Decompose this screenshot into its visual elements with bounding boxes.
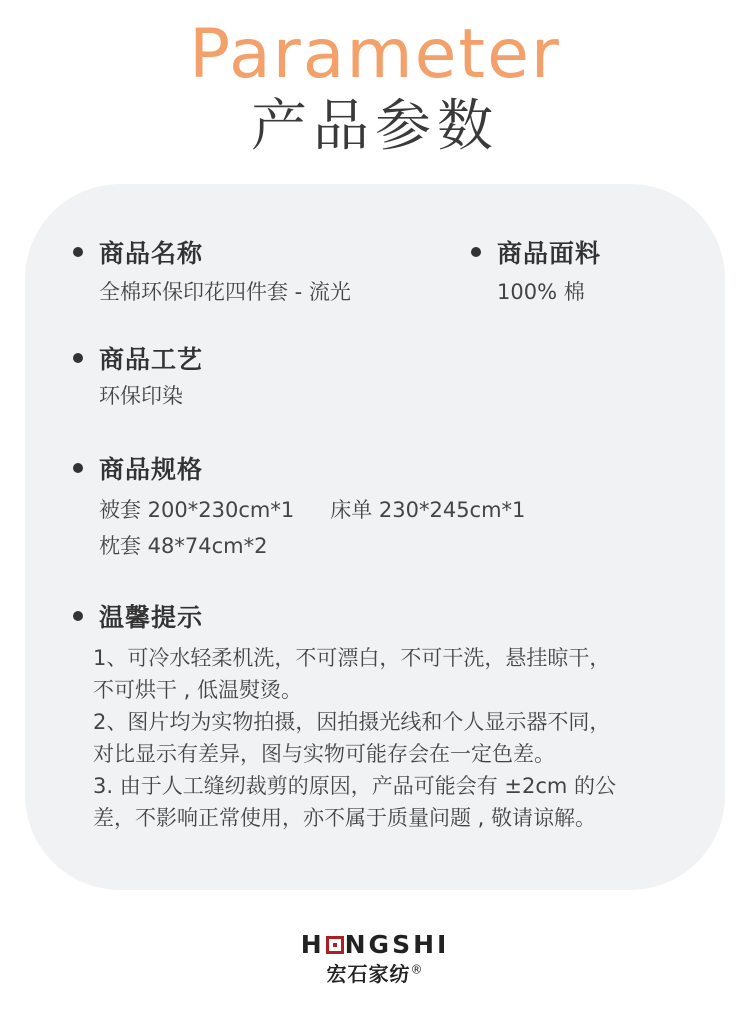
registered-mark: ® [410, 962, 424, 977]
section-value: 环保印染 [99, 384, 183, 408]
tip-line: 2、图片均为实物拍摄，因拍摄光线和个人显示器不同， [93, 710, 611, 734]
page-title-en: Parameter [189, 15, 561, 94]
bullet-icon [471, 247, 481, 257]
section-heading: 商品面料 [497, 239, 602, 268]
section-heading: 商品名称 [99, 239, 204, 268]
section-heading: 商品工艺 [99, 345, 204, 374]
brand-en-prefix: H [300, 930, 325, 959]
section-heading: 温馨提示 [99, 603, 204, 632]
spec-sheet: 床单 230*245cm*1 [330, 498, 526, 522]
spec-duvet: 被套 200*230cm*1 [99, 498, 295, 522]
section-craft [73, 340, 203, 414]
brand-logo-cn [0, 958, 750, 987]
bullet-icon [73, 247, 83, 257]
section-product-name [73, 234, 351, 310]
bullet-icon [73, 463, 83, 473]
parameter-card [25, 184, 725, 890]
section-spec [73, 450, 525, 564]
tip-line: 不可烘干 , 低温熨烫。 [93, 678, 303, 702]
page-title-cn: 产品参数 [251, 94, 499, 159]
section-heading: 商品规格 [99, 455, 204, 484]
brand-en-suffix: NGSHI [344, 930, 450, 959]
spec-pillow: 枕套 48*74cm*2 [99, 534, 268, 558]
brand-o-mark-icon [326, 936, 344, 954]
bullet-icon [73, 353, 83, 363]
tip-line: 差，不影响正常使用，亦不属于质量问题 , 敬请谅解。 [93, 806, 597, 830]
tip-line: 1、可冷水轻柔机洗，不可漂白，不可干洗，悬挂晾干， [93, 646, 611, 670]
section-value: 全棉环保印花四件套 - 流光 [99, 280, 351, 304]
section-value: 100% 棉 [497, 280, 585, 304]
brand-name-cn: 宏石家纺 [326, 962, 411, 986]
tip-line: 3. 由于人工缝纫裁剪的原因，产品可能会有 ±2cm 的公 [93, 774, 617, 798]
brand-logo-en [0, 930, 750, 959]
bullet-icon [73, 611, 83, 621]
section-fabric [471, 234, 601, 310]
section-tips [73, 598, 616, 834]
tip-line: 对比显示有差异，图与实物可能存会在一定色差。 [93, 742, 555, 766]
